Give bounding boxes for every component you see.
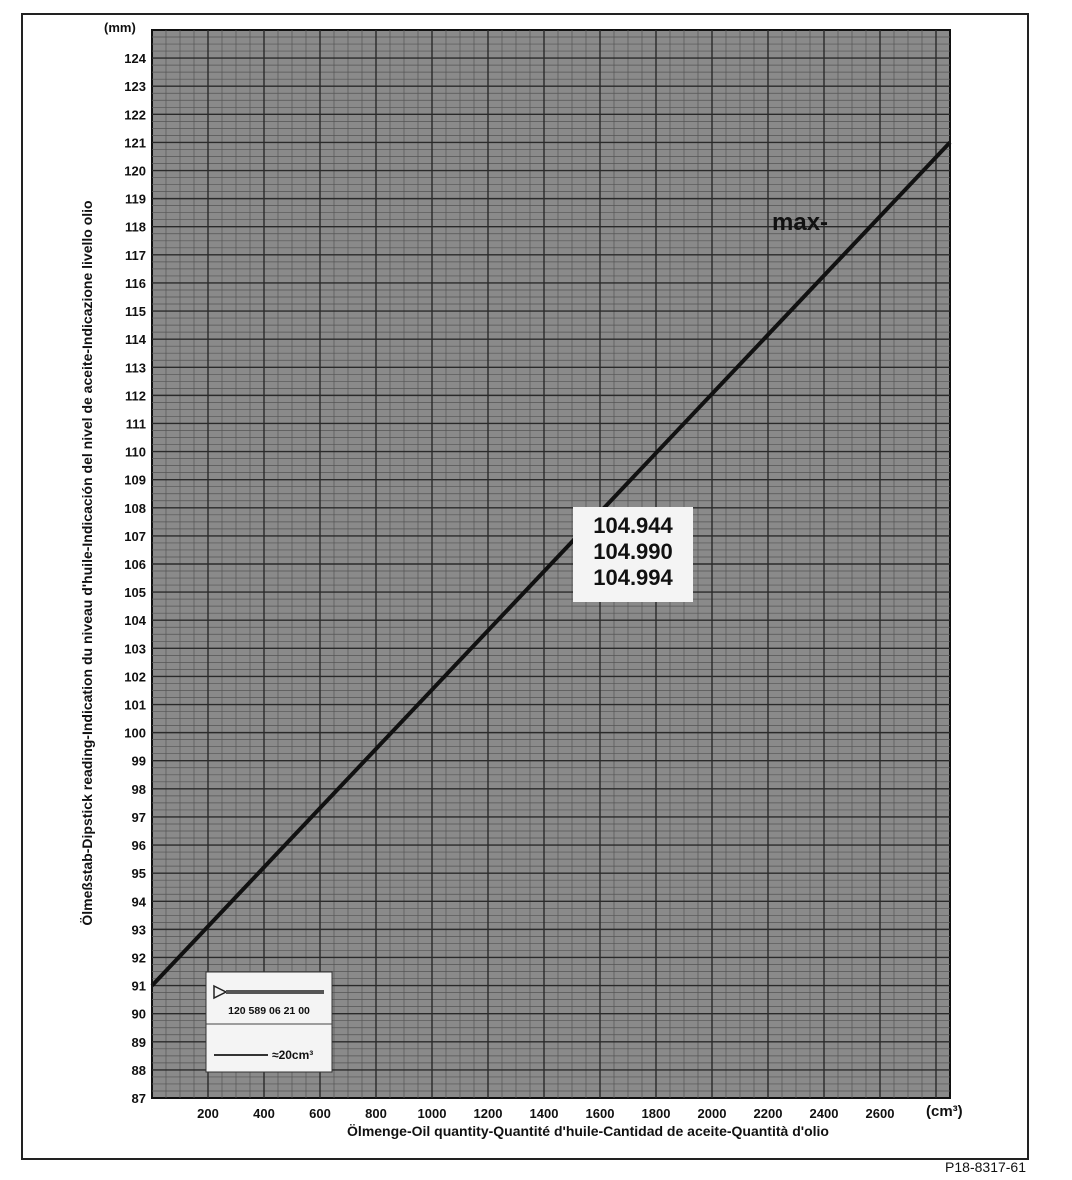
y-tick-label: 118 bbox=[125, 219, 146, 235]
y-tick-label: 91 bbox=[131, 978, 146, 994]
y-tick-label: 117 bbox=[125, 247, 146, 263]
x-tick-label: 200 bbox=[197, 1106, 219, 1121]
y-tick-label: 103 bbox=[124, 641, 146, 657]
y-tick-label: 94 bbox=[131, 894, 146, 910]
y-tick-label: 113 bbox=[125, 360, 146, 376]
y-tick-label: 108 bbox=[124, 500, 146, 516]
y-tick-label: 95 bbox=[131, 866, 146, 882]
y-tick-label: 123 bbox=[124, 79, 146, 95]
y-axis-title: Ölmeßstab-Dipstick reading-Indication du niveau d'huile-Indicación del nivel de aceite-Indicazione livello olio bbox=[79, 200, 95, 926]
x-tick-label: 1200 bbox=[473, 1106, 503, 1121]
y-tick-label: 101 bbox=[124, 697, 146, 713]
y-tick-label: 100 bbox=[124, 725, 146, 741]
x-unit-label: (cm³) bbox=[926, 1103, 963, 1120]
y-tick-label: 88 bbox=[131, 1062, 146, 1078]
y-tick-label: 115 bbox=[125, 304, 146, 320]
y-tick-label: 106 bbox=[124, 557, 146, 572]
y-tick-label: 93 bbox=[131, 922, 146, 938]
x-axis-title: Ölmenge-Oil quantity-Quantité d'huile-Cantidad de aceite-Quantità d'olio bbox=[347, 1123, 829, 1139]
x-tick-label: 2400 bbox=[809, 1106, 839, 1121]
y-tick-label: 116 bbox=[125, 275, 146, 291]
x-tick-label: 1600 bbox=[585, 1106, 615, 1121]
y-tick-label: 120 bbox=[124, 163, 146, 179]
x-tick-label: 2200 bbox=[753, 1106, 783, 1121]
x-tick-label: 2000 bbox=[697, 1106, 727, 1121]
y-tick-label: 87 bbox=[131, 1091, 146, 1106]
y-tick-label: 110 bbox=[125, 444, 146, 460]
x-tick-label: 2600 bbox=[865, 1106, 895, 1121]
y-tick-label: 99 bbox=[131, 753, 146, 769]
y-tick-label: 96 bbox=[131, 838, 146, 854]
x-tick-label: 1000 bbox=[417, 1106, 447, 1121]
figure-code: P18-8317-61 bbox=[945, 1159, 1026, 1175]
max-label: max- bbox=[772, 209, 829, 236]
y-tick-label: 102 bbox=[124, 669, 146, 685]
y-tick-label: 109 bbox=[124, 472, 146, 488]
x-tick-label: 400 bbox=[253, 1106, 275, 1121]
y-tick-label: 112 bbox=[125, 388, 146, 404]
engine-code-3: 104.994 bbox=[593, 565, 673, 590]
y-tick-label: 121 bbox=[124, 135, 146, 151]
x-tick-label: 1800 bbox=[641, 1106, 671, 1121]
tool-note: ≈20cm³ bbox=[272, 1048, 314, 1062]
y-tick-label: 107 bbox=[124, 528, 146, 544]
y-tick-label: 89 bbox=[131, 1034, 146, 1050]
engine-code-2: 104.990 bbox=[593, 539, 673, 564]
y-tick-label: 97 bbox=[131, 809, 146, 825]
tool-legend bbox=[206, 972, 332, 1072]
x-tick-label: 600 bbox=[309, 1106, 331, 1121]
tool-number: 120 589 06 21 00 bbox=[228, 1005, 310, 1017]
y-tick-label: 122 bbox=[124, 107, 146, 123]
y-tick-label: 90 bbox=[131, 1006, 146, 1022]
y-tick-label: 104 bbox=[124, 613, 146, 629]
y-unit-label: (mm) bbox=[104, 20, 136, 35]
y-tick-label: 92 bbox=[131, 950, 146, 966]
y-tick-label: 114 bbox=[125, 332, 146, 348]
y-tick-label: 98 bbox=[131, 781, 146, 797]
engine-codes-box bbox=[573, 507, 693, 602]
y-tick-label: 105 bbox=[124, 585, 146, 601]
x-tick-label: 1400 bbox=[529, 1106, 559, 1121]
x-tick-label: 800 bbox=[365, 1106, 387, 1121]
y-tick-label: 111 bbox=[125, 416, 146, 432]
y-tick-label: 119 bbox=[125, 191, 146, 207]
y-tick-label: 124 bbox=[124, 51, 146, 67]
engine-code-1: 104.944 bbox=[593, 513, 673, 538]
